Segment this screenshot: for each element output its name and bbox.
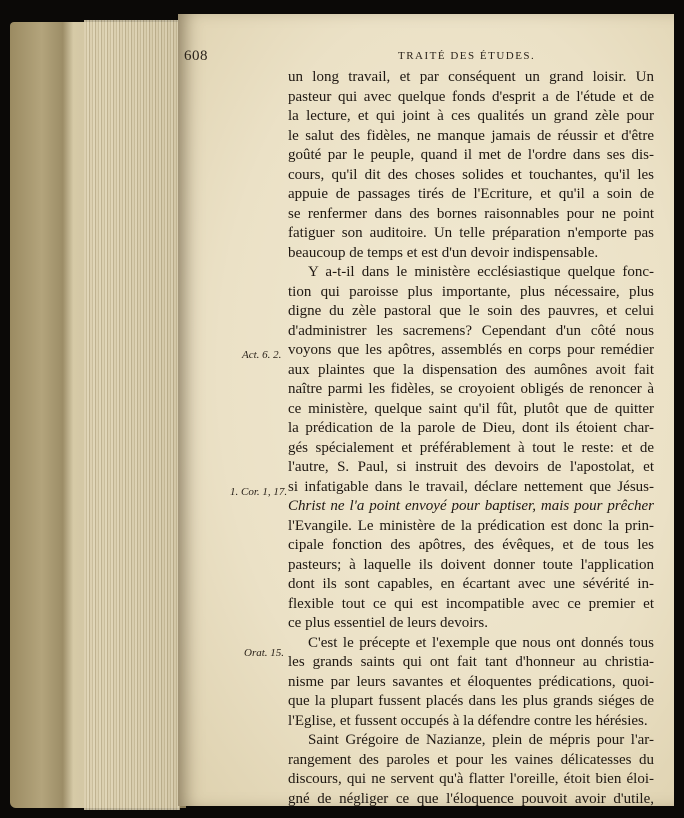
text-line: la lecture, et qui joint à ces qualités un grand zèle pour: [288, 108, 654, 124]
text-line: ce ministère, quelque saint qu'il fût, plutôt que de quitter: [288, 400, 654, 417]
text-line: ce plus essentiel de leurs devoirs.: [288, 615, 488, 631]
paragraph-start-line: Y a-t-il dans le ministère ecclésiastique quelque fonc-: [308, 264, 654, 280]
text-line: un long travail, et par conséquent un grand loisir. Un: [288, 69, 654, 85]
text-line: gés spécialement et préférablement à tout le reste: et de: [288, 439, 654, 456]
text-line: beaucoup de temps et est d'un devoir indispensable.: [288, 244, 599, 261]
text-line: les grands saints qui ont fait tant d'honneur au christia-: [288, 654, 654, 670]
text-line: discours, qui ne servent qu'à flatter l'oreille, étoit bien éloi-: [288, 771, 654, 787]
text-line: pasteur qui avec quelque fonds d'esprit a de l'étude et de: [288, 88, 654, 105]
text-line: se renfermer dans des bornes raisonnables pour ne point: [288, 205, 654, 222]
text-line-italic: Christ ne l'a point envoyé pour baptiser, mais pour prêcher: [288, 498, 654, 514]
text-line: cours, qu'il dit des choses solides et touchantes, qu'il les: [288, 166, 654, 183]
paragraph-start-line: C'est le précepte et l'exemple que nous ont donnés tous: [308, 634, 654, 651]
text-line: digne du zèle pastoral que le soin des pauvres, et celui: [288, 303, 654, 319]
text-line: la prédication de la parole de Dieu, dont ils étoient char-: [288, 420, 654, 436]
text-line: fatiguer son auditoire. Un telle préparation n'emporte pas: [288, 225, 654, 241]
text-line: rangement des paroles et pour les vaines délicatesses du: [288, 751, 654, 768]
paragraph-start-line: Saint Grégoire de Nazianze, plein de mépris pour l'ar-: [308, 732, 654, 748]
text-line: voyons que les apôtres, assemblés en corps pour remédier: [288, 342, 654, 358]
text-line: appuie de passages tirés de l'Ecriture, et qu'il a soin de: [288, 186, 654, 202]
text-line: goûté par le peuple, quand il met de l'ordre dans ses dis-: [288, 147, 654, 163]
margin-note-corinthians: 1. Cor. 1, 17.: [230, 486, 288, 498]
page-edges: [84, 20, 180, 810]
text-line: dont ils sont capables, en écartant avec une sévérité in-: [288, 576, 654, 592]
running-title: TRAITÉ DES ÉTUDES.: [398, 50, 536, 62]
text-line: aux plaintes que la dispensation des aumônes avoit fait: [288, 361, 654, 378]
margin-note-acts: Act. 6. 2.: [242, 349, 282, 361]
text-line: cipale fonction des apôtres, des évêques, et de tous les: [288, 537, 654, 553]
margin-note-oratio: Orat. 15.: [244, 647, 285, 659]
text-line: si infatigable dans le travail, déclare nettement que Jésus-: [288, 478, 654, 495]
text-line: pasteurs; à laquelle ils doivent donner toute l'application: [288, 556, 654, 573]
text-line: l'autre, S. Paul, si instruit des devoirs de l'apostolat, et: [288, 459, 654, 475]
text-line: d'administrer les sacremens? Cependant d'un côté nous: [288, 322, 654, 339]
page-number: 608: [184, 48, 208, 64]
text-line: nisme par leurs savantes et éloquentes prédications, quoi-: [288, 673, 654, 690]
body-text: [288, 68, 654, 809]
text-line: que la plupart fussent placés dans les plus grands siéges de: [288, 693, 654, 709]
text-line: flexible tout ce qui est incompatible avec ce premier et: [288, 595, 654, 612]
text-line: le salut des fidèles, ne manque jamais de réussir et d'être: [288, 127, 654, 144]
text-line: l'Evangile. Le ministère de la prédication est donc la prin-: [288, 517, 654, 534]
text-line: l'Eglise, et fussent occupés à la défendre contre les hérésies.: [288, 712, 648, 729]
text-line: gné de négliger ce que l'éloquence pouvoit avoir d'utile,: [288, 790, 654, 807]
text-line: tion qui paroisse plus importante, plus nécessaire, plus: [288, 283, 654, 300]
text-line: naître parmi les fidèles, se croyoient obligés de renoncer à: [288, 381, 654, 397]
